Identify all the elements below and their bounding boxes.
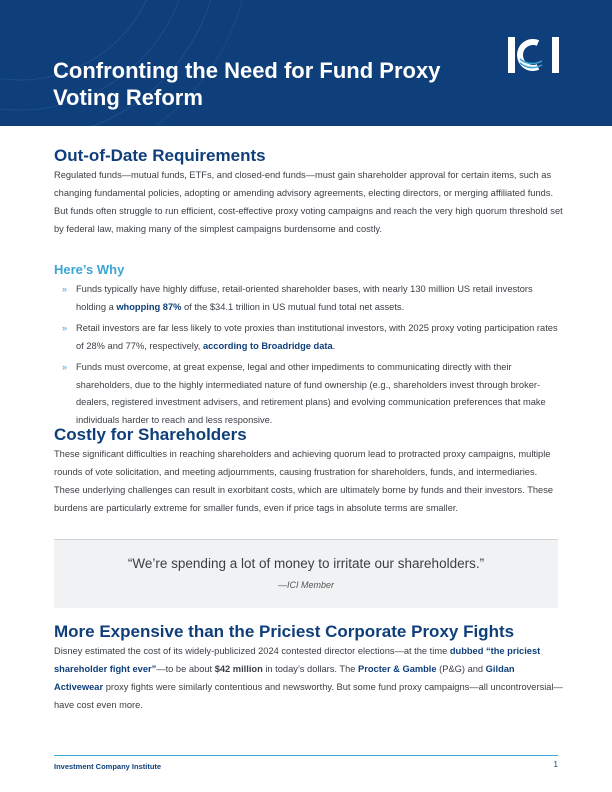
list-item: » Retail investors are far less likely to vote proxies than institutional investors, with 2025 proxy voting participation rates of 28% and 77%, respectively, according to Broadridge data. xyxy=(62,320,562,355)
section-body-more-expensive: Disney estimated the cost of its widely-publicized 2024 contested director elections—at the time dubbed “the priciest shareholder fight ever”—to be about $42 million in today’s dollars. The Procter & Gamble (P&G) and Gildan Activewear proxy fights were similarly contentious and newsworthy. But some fund proxy campaigns—all uncontroversial—have cost even more. xyxy=(54,646,563,710)
section-title-more-expensive: More Expensive than the Priciest Corporate Proxy Fights xyxy=(54,622,515,641)
subsection-title-heres-why: Here’s Why xyxy=(54,262,125,277)
footer-divider xyxy=(54,755,558,756)
quote-text: “We’re spending a lot of money to irritate our shareholders.” xyxy=(127,556,485,571)
chevron-right-icon: » xyxy=(62,362,68,372)
footer-org-name: Investment Company Institute xyxy=(54,762,162,771)
reasons-list xyxy=(62,281,562,433)
section-body-out-of-date: Regulated funds—mutual funds, ETFs, and closed-end funds—must gain shareholder approval for certain items, such as changing fundamental policies, adopting or amending advisory agreements, electing directors, or merging affiliated funds. But funds often struggle to run efficient, cost-effective proxy voting campaigns and reach the very high quorum threshold set by federal law, making many of the simplest campaigns burdensome and costly. xyxy=(54,170,563,234)
page-title: Confronting the Need for Fund Proxy Voting Reform xyxy=(53,58,441,110)
chevron-right-icon: » xyxy=(62,284,68,294)
quote-attribution: —ICI Member xyxy=(277,580,334,590)
whopping-87-link[interactable]: whopping 87% xyxy=(116,301,182,312)
ici-logo xyxy=(508,37,560,73)
priciest-fight-link[interactable]: dubbed “the priciest shareholder fight ever” xyxy=(54,646,541,674)
pull-quote xyxy=(54,539,558,608)
gildan-activewear-link[interactable]: Gildan Activewear xyxy=(54,664,515,692)
header-banner xyxy=(0,0,612,126)
procter-gamble-link[interactable]: Procter & Gamble xyxy=(358,664,437,674)
list-item: » Funds must overcome, at great expense, legal and other impediments to communicating directly with their shareholders, due to the highly intermediated nature of fund ownership (e.g., shareholders invest through broker-dealers, registered investment advisers, and retirement plans) and evolving communication preferences that make individuals harder to reach and less responsive. xyxy=(62,359,562,429)
page-number: 1 xyxy=(553,760,558,769)
section-body-costly: These significant difficulties in reaching shareholders and achieving quorum lead to protracted proxy campaigns, multiple rounds of vote solicitation, and meeting adjournments, causing frustration for shareholders, funds, and intermediaries. These underlying challenges can result in exorbitant costs, which are ultimately borne by funds and their investors. These burdens are particularly extreme for smaller funds, even if price tags in absolute terms are smaller. xyxy=(54,449,554,513)
chevron-right-icon: » xyxy=(62,323,68,333)
section-title-costly: Costly for Shareholders xyxy=(54,425,247,444)
section-title-out-of-date: Out-of-Date Requirements xyxy=(54,146,266,165)
broadridge-data-link[interactable]: according to Broadridge data xyxy=(202,340,333,351)
list-item: » Funds typically have highly diffuse, retail-oriented shareholder bases, with nearly 130 million US retail investors holding a whopping 87% of the $34.1 trillion in US mutual fund total net assets. xyxy=(62,281,562,316)
